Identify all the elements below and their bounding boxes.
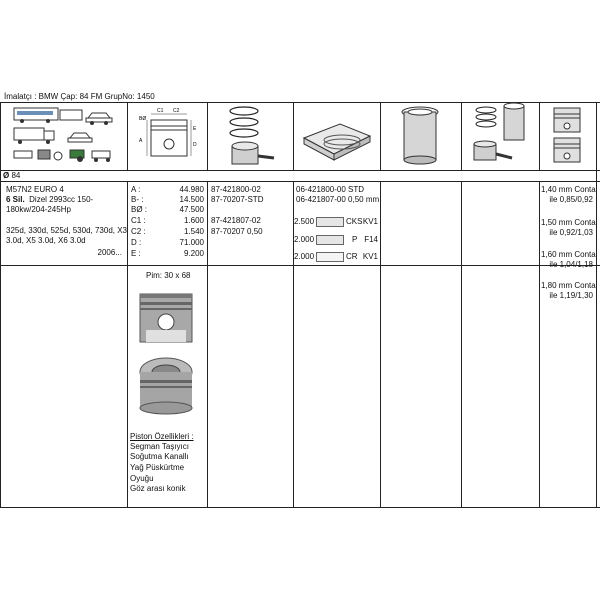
ring-type-code: P bbox=[352, 235, 358, 245]
cylinder-count: 6 Sil. bbox=[6, 195, 25, 204]
ring-thickness: 2.500 bbox=[294, 217, 315, 227]
col-divider bbox=[293, 181, 294, 507]
feature-item: Soğutma Kanallı bbox=[130, 452, 189, 461]
piston-part-number: 87-421800-02 bbox=[211, 185, 261, 194]
diagram-label-c2: C2 bbox=[173, 108, 180, 114]
ring-coating: KV1 bbox=[362, 252, 378, 261]
col-divider bbox=[539, 181, 540, 507]
dim-value: 1.600 bbox=[183, 216, 204, 225]
gasket-protrusion: ile 1,04/1,18 bbox=[549, 260, 593, 269]
col-divider bbox=[207, 102, 208, 171]
pin-size: Pim: 30 x 68 bbox=[146, 271, 191, 280]
engine-code: M57N2 EURO 4 bbox=[6, 185, 64, 194]
ring-type-code: CR bbox=[346, 252, 358, 262]
table-right-border bbox=[596, 102, 597, 507]
gasket-thickness: 1,60 mm Conta bbox=[541, 250, 596, 259]
ring-thickness: 2.000 bbox=[294, 235, 315, 245]
dim-label: A : bbox=[131, 185, 141, 194]
ring-profile-icon bbox=[316, 252, 344, 262]
gasket-thickness: 1,40 mm Conta bbox=[541, 185, 596, 194]
feature-item: Segman Taşıyıcı bbox=[130, 442, 189, 451]
diameter-number: 84 bbox=[11, 171, 21, 180]
col-divider bbox=[127, 181, 128, 507]
engine-desc-2: 180kw/204-245Hp bbox=[6, 205, 71, 214]
engine-desc-1 bbox=[6, 195, 93, 205]
ring-coating: KV1 bbox=[362, 217, 378, 226]
dim-label: E : bbox=[131, 249, 141, 258]
diameter-symbol: Ø bbox=[3, 171, 10, 180]
gasket-thickness: 1,80 mm Conta bbox=[541, 281, 596, 290]
piston-side-photo bbox=[136, 290, 196, 346]
diagram-label-a: A bbox=[139, 138, 143, 144]
diagram-label-c1: C1 bbox=[157, 108, 164, 114]
dim-value: 71.000 bbox=[179, 238, 204, 247]
document-header: İmalatçı : BMW Çap: 84 FM GrupNo: 1450 bbox=[4, 92, 155, 101]
gasket-thickness: 1,50 mm Conta bbox=[541, 218, 596, 227]
features-title: Piston Özellikleri : bbox=[130, 432, 194, 441]
ring-spec-row bbox=[294, 252, 380, 262]
diagram-label-b: BØ bbox=[139, 116, 147, 122]
piston-part-number: 87-70207 0,50 bbox=[211, 227, 263, 236]
liner-kit-icon bbox=[468, 104, 534, 168]
models-line-1: 325d, 330d, 525d, 530d, 730d, X3 bbox=[6, 226, 127, 235]
diagram-label-d: D bbox=[193, 142, 197, 148]
feature-item: Oyuğu bbox=[130, 474, 154, 483]
table-left-border bbox=[0, 102, 1, 507]
ring-set-box-icon bbox=[300, 114, 374, 164]
piston-pair-icon bbox=[546, 104, 590, 168]
dim-value: 14.500 bbox=[179, 195, 204, 204]
col-divider bbox=[380, 102, 381, 171]
col-divider bbox=[461, 102, 462, 171]
dim-label: D : bbox=[131, 238, 142, 247]
col-divider bbox=[461, 181, 462, 507]
gasket-protrusion: ile 0,85/0,92 bbox=[549, 195, 593, 204]
dim-value: 47.500 bbox=[179, 205, 204, 214]
engine-desc-text: Dizel 2993cc 150- bbox=[29, 195, 94, 204]
table-bottom-border bbox=[0, 507, 600, 508]
dim-value: 9.200 bbox=[183, 249, 204, 258]
dim-label: BØ : bbox=[131, 205, 148, 214]
diameter-row-bottom-border bbox=[0, 181, 600, 182]
ring-part-number: 06-421800-00 STD bbox=[296, 185, 365, 194]
gasket-protrusion: ile 1,19/1,30 bbox=[549, 291, 593, 300]
cylinder-liner-icon bbox=[398, 106, 442, 166]
ring-spec-row bbox=[294, 217, 380, 227]
ring-spec-row bbox=[294, 235, 380, 245]
piston-dimension-diagram bbox=[137, 106, 201, 166]
dim-label: B- : bbox=[131, 195, 144, 204]
col-divider bbox=[539, 102, 540, 171]
piston-part-number: 87-421807-02 bbox=[211, 216, 261, 225]
gasket-protrusion: ile 0,92/1,03 bbox=[549, 228, 593, 237]
piston-rings-icon bbox=[222, 106, 282, 168]
models-line-2: 3.0d, X5 3.0d, X6 3.0d bbox=[6, 236, 86, 245]
ring-profile-icon bbox=[316, 235, 344, 245]
data-row-divider bbox=[0, 265, 600, 266]
piston-part-number: 87-70207-STD bbox=[211, 195, 264, 204]
feature-item: Göz arası konik bbox=[130, 484, 186, 493]
piston-top-photo bbox=[136, 352, 196, 416]
dim-value: 44.980 bbox=[179, 185, 204, 194]
dim-value: 1.540 bbox=[183, 227, 204, 236]
col-divider bbox=[293, 102, 294, 171]
production-year: 2006... bbox=[97, 248, 122, 257]
dim-label: C1 : bbox=[131, 216, 146, 225]
col-divider bbox=[127, 102, 128, 171]
dim-label: C2 : bbox=[131, 227, 146, 236]
ring-profile-icon bbox=[316, 217, 344, 227]
diameter-value bbox=[3, 171, 20, 181]
ring-thickness: 2.000 bbox=[294, 252, 315, 262]
vehicle-types-icon bbox=[8, 106, 124, 166]
ring-type-code: CKS bbox=[346, 217, 363, 227]
icon-row-bottom-border bbox=[0, 170, 600, 171]
col-divider bbox=[207, 181, 208, 507]
feature-item: Yağ Püskürtme bbox=[130, 463, 185, 472]
col-divider bbox=[380, 181, 381, 507]
diagram-label-e: E bbox=[193, 126, 197, 132]
ring-coating: F14 bbox=[364, 235, 378, 244]
ring-part-number: 06-421807-00 0,50 mm bbox=[296, 195, 380, 204]
